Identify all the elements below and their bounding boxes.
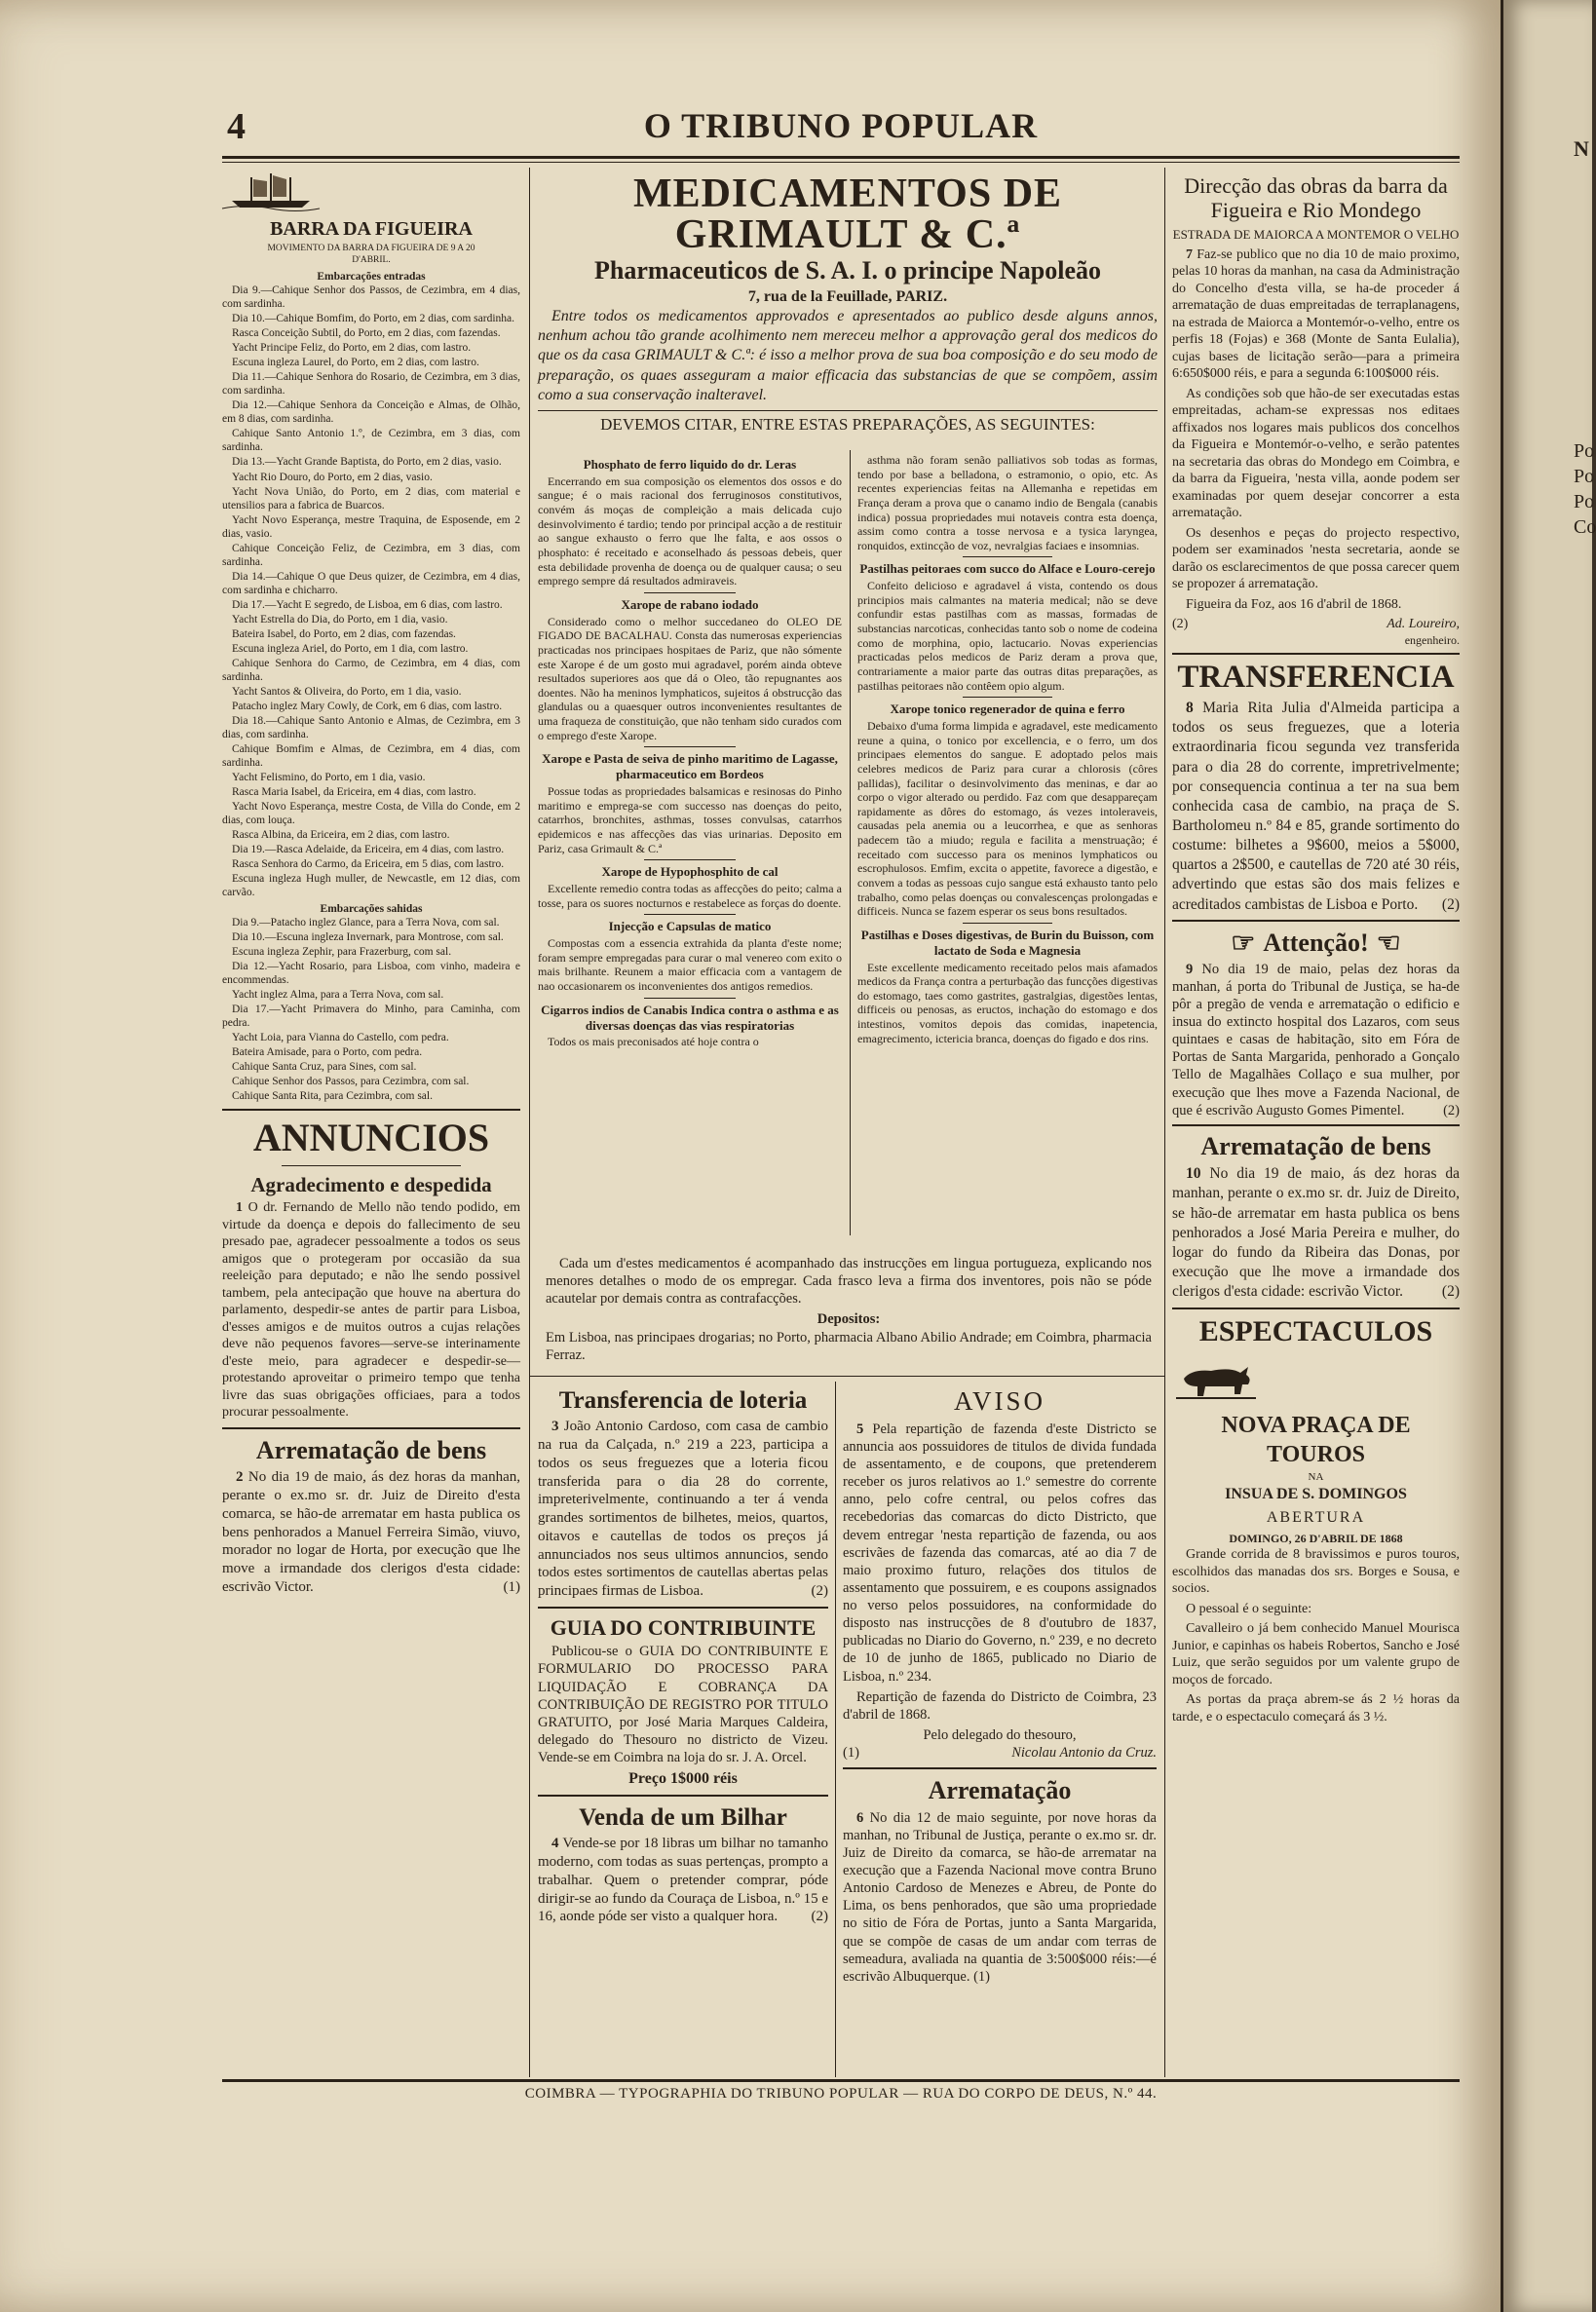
direccao-text2: As condições sob que hão-de ser executadas estas empreitadas, acham-se expressas nos editaes affixados nos logares mais publicos dos concelhos da Figueira e Montemór-o-velho, e serão patentes na secretaria das obras do Mondego em Coimbra, e da barra da Figueira, 'nesta villa, aonde podem ser examinadas por quem desejar concorrer a esta arrematação. [1172,386,1460,521]
arrematacao-text [222,1468,520,1596]
direccao-signer: Ad. Loureiro, [1387,617,1460,632]
depositos-label: Depositos: [817,1311,881,1328]
newspaper-title: O TRIBUNO POPULAR [643,106,1039,145]
sahidas-list [222,916,520,1103]
entrada-item: Yacht Novo Esperança, mestre Traquina, de Esposende, em 2 dias, vasio. [222,513,520,540]
notice-number: 5 [856,1421,864,1437]
notice-tag: (2) [1443,1102,1460,1118]
direccao-signature [1172,616,1460,633]
entrada-item: Yacht Santos & Oliveira, do Porto, em 1 dia, vasio. [232,685,462,698]
arrematacao-body: No dia 19 de maio, ás dez horas da manhan, perante o ex.mo sr. dr. Juiz de Direito d'esta comarca, se hão-de arrematar em hasta publica os bens penhorados a Manuel Ferreira Simão, viuvo, morador no logar de Horta, por execução que lhe move a irmandade dos clerigos d'esta cidade: escrivão Victor. [222,1469,520,1595]
notice-number: 2 [236,1469,244,1486]
entrada-item: Yacht Novo Esperança, mestre Costa, de Villa do Conde, em 2 dias, com louça. [222,800,520,826]
preparation-title: Injecção e Capsulas de matico [608,919,772,934]
direccao-text [1172,246,1460,383]
grimault-title: MEDICAMENTOS DE GRIMAULT & C.ª [632,171,1063,257]
arrematacao10-text [1172,1164,1460,1302]
entrada-item: Escuna ingleza Ariel, do Porto, em 1 dia, com lastro. [232,642,469,655]
separator [282,1165,461,1166]
entrada-item: Cahique Santo Antonio 1.º, de Cezimbra, em 3 dias, com sardinha. [222,428,520,454]
imprint-footer: COIMBRA — TYPOGRAPHIA DO TRIBUNO POPULAR — RUA DO CORPO DE DEUS, N.º 44. [524,2086,1158,2102]
entradas-heading: Embarcações entradas [317,271,426,284]
separator [644,859,736,860]
direccao-body: Faz-se publico que no dia 10 de maio proximo, pelas 10 horas da manhan, na casa da Administração do Concelho d'esta villa, se ha-de proceder á arrematação de duas empreitadas de terraplanagens, na estrada de Maiorca a Montemór-o-velho, entre os perfis 18 (Fojas) e 368 (Monte de Santa Eulalia), cujas bases de licitação serão—para a primeira 6:650$000 réis, e para a segunda 6:100$000 réis. [1172,246,1461,382]
entrada-item: Yacht Nova União, do Porto, em 2 dias, com material e utensilios para a fabrica de Buarcos. [222,485,520,512]
aviso-title: AVISO [953,1386,1046,1416]
next-page-edge [1501,0,1596,2312]
pointing-hand-right-icon: ☞ [1231,928,1256,959]
separator [644,592,736,593]
next-page-edge-line: Po [1574,466,1595,487]
entrada-item: Patacho inglez Mary Cowly, de Cork, em 6 dias, com lastro. [232,700,503,712]
guia-price: Preço 1$000 réis [628,1770,738,1788]
sahida-item: Yacht inglez Alma, para a Terra Nova, com sal. [232,989,444,1002]
entrada-item: Rasca Conceição Subtil, do Porto, em 2 dias, com fazendas. [232,327,501,340]
preparation-title: Cigarros indios de Canabis Indica contra o asthma e as diversas doenças das vias respiratorias [541,1002,839,1033]
entrada-item: Cahique Bomfim e Almas, de Cezimbra, em 4 dias, com sardinha. [222,742,520,769]
guia-title: GUIA DO CONTRIBUINTE [550,1614,817,1640]
ship-icon [222,171,320,210]
entrada-item: Cahique Senhora do Carmo, de Cezimbra, em 4 dias, com sardinha. [222,657,520,683]
direccao-role: engenheiro. [1404,632,1460,647]
notice-number: 7 [1186,246,1193,262]
preparation-title: Phosphato de ferro liquido do dr. Leras [583,457,797,472]
guia-text: Publicou-se o GUIA DO CONTRIBUINTE E FORMULARIO DO PROCESSO PARA LIQUIDAÇÃO E COBRANÇA DA CONTRIBUIÇÃO DE REGISTRO POR TITULO GRATUITO, por José Maria Marques Caldeira, delegado do Thesouro no districto de Vizeu. Vende-se em Coimbra na loja do sr. J. A. Orcel. [538,1644,828,1765]
separator [963,697,1052,698]
preparation-title: Xarope de rabano iodado [621,596,759,612]
grimault-intro: Entre todos os medicamentos approvados e apresentados ao publico desde alguns annos, nenhum achou tão grande acolhimento nem mereceu melhor a approvação geral dos medicos do que os da casa GRIMAULT & C.ª: é isso a melhor prova de sua boa composição e do seu modo de preparação, os quaes asseguram a maior efficacia das substancias de que se compõem, assim como a sua conservação inalteravel. [538,307,1158,404]
entrada-item: Dia 9.—Cahique Senhor dos Passos, de Cezimbra, em 4 dias, com sardinha. [222,284,520,311]
preparation-text: Possue todas as propriedades balsamicas e resinosas do Pinho maritimo e emprega-se com successo nas doenças do peito, catarrhos, bronchites, asthmas, tosses convulsas, catarrhos epidemicos e nas affecções das vias urinarias. Deposito em Pariz, casa Grimault & C.ª [538,784,842,855]
entrada-item: Dia 14.—Cahique O que Deus quizer, de Cezimbra, em 4 dias, com sardinha e chicharro. [222,570,520,596]
entrada-item: Yacht Felismino, do Porto, em 1 dia, vasio. [232,771,426,783]
entradas-list [222,284,520,899]
sahida-item: Escuna ingleza Zephir, para Frazerburg, com sal. [232,946,452,959]
next-page-edge-line: Po [1574,440,1595,462]
arrematacao10-title: Arrematação de bens [1200,1131,1431,1160]
arrematacao6-title: Arrematação [928,1776,1072,1805]
notice-tag: (2) [1441,1283,1460,1301]
sahida-item: Cahique Santa Rita, para Cezimbra, com sal. [232,1090,433,1103]
loteria-text [538,1418,828,1601]
section-rule [843,1767,1157,1769]
entrada-item: Rasca Albina, da Ericeira, em 2 dias, com lastro. [232,828,450,841]
sahida-item: Dia 9.—Patacho inglez Glance, para a Terra Nova, com sal. [232,916,500,929]
separator [963,556,1052,557]
masthead-rule-thin [222,162,1460,163]
separator [963,923,1052,924]
sahida-item: Bateira Amisade, para o Porto, com pedra. [232,1046,423,1059]
notice-number: 8 [1186,700,1194,717]
notice-tag: (1) [843,1745,859,1761]
aviso-signer-line: Pelo delegado do thesouro, [923,1726,1077,1743]
preparation-title: Pastilhas peitoraes com succo do Alface e Louro-cerejo [859,561,1156,577]
next-page-edge-lines [1574,438,1596,540]
masthead-rule [222,156,1460,159]
entrada-item: Dia 18.—Cahique Santo Antonio e Almas, de Cezimbra, em 3 dias, com sardinha. [222,714,520,740]
notice-tag: (2) [1172,617,1189,632]
bilhar-body: Vende-se por 18 libras um bilhar no tamanho moderno, com todas as suas pertenças, prompto a trabalhar. Quem o pretender comprar, póde dirigir-se ao fundo da Couraça de Lisboa, n.º 15 e 16, aonde póde ser visto a qualquer hora. [538,1836,829,1925]
bull-icon [1172,1355,1260,1400]
aviso-body: Pela repartição de fazenda d'este Districto se annuncia aos possuidores de titulos de divida fundada de assentamento, e de coupons, que pretenderem receber os juros relativos ao 1.º semestre do corrente anno, pelo cofre central, ou pelos cofres das recebedorias das comarcas do dicto Districto, que devem entregar 'nesta repartição de fazenda, ou aos escrivães de fazenda das comarcas, até ao dia 7 de maio proximo futuro, relações dos titulos de assentamento que possuirem, e es coupons assignados no verso pelos possuidores, na conformidade do disposto nas instrucções de 8 d'outubro de 1837, publicadas no Diario do Governo, n.º 239, e no decreto de 10 de junho de 1865, publicado no Diario de Lisboa, n.º 234. [843,1421,1157,1685]
grimault-subtitle: Pharmaceuticos de S. A. I. o principe Napoleão [594,256,1101,284]
aviso-text [843,1421,1157,1686]
praca-na: NA [1308,1471,1324,1484]
entrada-item: Dia 17.—Yacht E segredo, de Lisboa, em 6 dias, com lastro. [232,598,503,611]
preparation-text: Todos os mais preconisados até hoje contra o [548,1035,759,1049]
entrada-item: Yacht Rio Douro, do Porto, em 2 dias, vasio. [232,471,433,483]
grimault-ad [538,173,1158,435]
pointing-hand-left-icon: ☜ [1376,928,1401,959]
agradecimento-body: O dr. Fernando de Mello não tendo podido, em virtude da doença e depois do fallecimento de seu presado pae, agradecer pessoalmente a todos os seus amigos que o protegeram por occasião da sua reeleição para deputado; e não lhe sendo possivel tambem, pela antecipação que houve na abertura do parlamento, despedir-se antes de partir para Lisboa, d'esses amigos e de muitos outros a cujas relações deve não pequenos favores—serve-se interinamente d'este meio, para agradecer e despedir-se— protestando aproveitar o primeiro tempo que tenha livre das suas obrigações officiaes, para a todos procurar pessoalmente. [222,1200,521,1421]
bilhar-text [538,1835,828,1926]
preparation-text: Debaixo d'uma forma limpida e agradavel, este medicamento reune a quina, o tonico por excellencia, e o ferro, um dos principaes elementos do sangue. E adoptado pelos mais celebres medicos de Pariz para curar a chlorosis (côres pallidas), facilitar o desinvolvimento das meninas, e dar ao corpo o vigor alterado ou perdido. Faz com que desappareçam rapidamente as dôres do estomago, ás vezes intoleraveis, causadas pela anemia ou a leucorrhea, e que as senhoras padecem tão a miudo; regula e facilita a menstruação; é receitado com successo para os meninos lymphaticos ou escrophulosos. Emfim, excita o appetite, favorece a digestão, e convem a todas as pessoas cujo sangue está exhausto tanto pelo trabalho, como pelas doenças ou convalescenças prolongadas e difficeis. Nunca se fazem esperar os seus bons resultados. [857,719,1158,919]
grimault-heading: DEVEMOS CITAR, ENTRE ESTAS PREPARAÇÕES, AS SEGUINTES: [538,410,1158,435]
direccao-text3: Os desenhos e peças do projecto respectivo, podem ser examinados 'nesta secretaria, aonde se darão os esclarecimentos de que possa carecer quem se propozer á arrematação. [1172,525,1460,592]
section-rule [222,1427,520,1429]
entrada-item: Dia 12.—Cahique Senhora da Conceição e Almas, de Olhão, em 8 dias, com sardinha. [222,399,520,426]
barra-subtitle: MOVIMENTO DA BARRA DA FIGUEIRA DE 9 A 20 D'ABRIL. [267,244,475,265]
agradecimento-title: Agradecimento e despedida [250,1173,492,1197]
column-loteria [538,1383,828,1929]
praca-title: NOVA PRAÇA DE TOUROS [1221,1413,1411,1468]
notice-tag: (1) [503,1578,520,1595]
praca-text3: Cavalleiro o já bem conhecido Manuel Mourisca Junior, e capinhas os habeis Robertos, Sancho e José Luiz, que serão seguidos por um valente grupo de moços de forcado. [1172,1621,1460,1687]
grimault-inner-divider [850,450,851,1235]
preparation-title: Xarope de Hypophosphito de cal [601,864,779,880]
column-divider [529,168,530,2077]
notice-tag: (2) [811,1909,828,1925]
arrematacao10-body: No dia 19 de maio, ás dez horas da manhan, perante o ex.mo sr. dr. Juiz de Direito, se hão-de arrematar em hasta publica os bens penhorados a José Maria Pereira e mulher, do logar do fundo da Ribeira das Donas, por execução que lhe move a irmandade dos clerigos d'esta cidade: escrivão Victor. [1172,1165,1460,1301]
praca-abertura: ABERTURA [1266,1509,1366,1527]
notice-number: 6 [856,1809,864,1826]
sahida-item: Cahique Senhor dos Passos, para Cezimbra, com sal. [232,1076,470,1088]
grimault-footer [546,1255,1152,1367]
notice-number: 1 [236,1200,243,1216]
grimault-left-column [538,453,842,1053]
preparation-text: asthma não foram senão palliativos sob todas as formas, tendo por base a belladona, o estramonio, o opio, etc. As recentes experiencias feitas na Allemanha e repetidas em França deram a prova que o canamo indio de Bengala (canabis indica) possua propriedades mui notaveis contra esta doença, assim como contra a tosse nervosa e a tysica laryngea, ronquidos, extincção de voz, nevralgias faciaes e insomnias. [857,453,1158,552]
arrematacao6-body: No dia 12 de maio seguinte, por nove horas da manhan, no Tribunal de Justiça, perante o ex.mo sr. dr. Juiz de Direito da comarca, se hão-de arrematar na execução que a Fazenda Nacional move contra Bruno Antonio Cardoso de Menezes e Abreu, de Ponte do Lima, os bens penhorados, que são uma propriedade no sitio de Fóra de Portas, junto a Santa Margarida, que se compõe de casas de um andar com terras de semeadura, avaliada na quantia de 3:500$000 réis:—é escrivão Albuquerque. [843,1809,1157,1985]
next-page-edge-line: Co [1574,516,1596,538]
praca-date: DOMINGO, 26 D'ABRIL DE 1868 [1229,1532,1403,1546]
section-rule [1172,653,1460,655]
sahida-item: Cahique Santa Cruz, para Sines, com sal. [232,1061,417,1074]
sahida-item: Yacht Loia, para Vianna do Castello, com pedra. [232,1032,449,1044]
transferencia-title: TRANSFERENCIA [1177,659,1455,695]
transferencia-text [1172,699,1460,915]
preparation-text: Este excellente medicamento receitado pelos mais afamados medicos da França contra a perturbação das funcções digestivas do estomago, taes como gastrites, gastralgias, digestões lentas, difficeis ou penosas, as eructos, inchação do estomago e dos intestinos, vomitos depois das comidas, inapetencia, emagrecimento, ictericia branca, doenças do figado e dos rins. [857,960,1158,1045]
separator [644,998,736,999]
column-divider [1164,168,1165,2077]
notice-number: 9 [1186,961,1194,977]
notice-tag: (2) [811,1583,828,1599]
entrada-item: Rasca Maria Isabel, da Ericeira, em 4 dias, com lastro. [232,785,476,798]
direccao-title: Direcção das obras da barra da Figueira e Rio Mondego [1184,173,1448,223]
entrada-item: Escuna ingleza Laurel, do Porto, em 2 dias, com lastro. [232,357,479,369]
preparation-text: Excellente remedio contra todas as affecções do peito; calma a tosse, para os suores nocturnos e restabelece as forças do doente. [538,882,842,910]
arrematacao-title: Arrematação de bens [255,1435,487,1464]
preparation-text: Considerado como o melhor succedaneo do OLEO DE FIGADO DE BACALHAU. Consta das numerosas experiencias practicadas nos principaes hospitaes de Pariz, que não sómente este Xarope é de um gosto mui agradavel, porém ainda obteve resultados superiores aos que dá o Oleo, tão repugnantes aos doentes. Não ha meninos lymphaticos, sujeitos á obstrucção das glandulas ou a quaesquer outros inconvenientes resultantes de uma fraqueza de constituição, que não tenham sido curados com o emprego d'este Xarope. [538,614,842,742]
loteria-body: João Antonio Cardoso, com casa de cambio na rua da Calçada, n.º 219 a 223, participa a todos os seus freguezes que a loteria ficou transferida para o dia 28 do corrente, impreterivelmente, continuando a ter á venda grandes sortimentos de bilhetes, meios, quartos, oitavos e cautellas de todos os preços já annunciados nos seus ultimos annuncios, sendo todos estes sortimentos de cautellas abertas pelas principaes firmas de Lisboa. [538,1419,828,1599]
agradecimento-text [222,1199,520,1421]
notice-tag: (2) [1441,895,1460,913]
preparation-title: Xarope e Pasta de seiva de pinho maritimo de Lagasse, pharmaceutico em Bordeos [542,751,838,782]
entrada-item: Rasca Senhora do Carmo, da Ericeira, em 5 dias, com lastro. [232,857,505,870]
barra-title: BARRA DA FIGUEIRA [270,218,473,241]
direccao-date: Figueira da Foz, aos 16 d'abril de 1868. [1186,596,1402,612]
sahida-item: Dia 10.—Escuna ingleza Invernark, para Montrose, com sal. [232,931,504,943]
preparation-title: Xarope tonico regenerador de quina e ferro [890,701,1125,717]
entrada-item: Dia 19.—Rasca Adelaide, da Ericeira, em 4 dias, com lastro. [232,843,505,855]
notice-number: 10 [1186,1165,1201,1183]
sahida-item: Dia 17.—Yacht Primavera do Minho, para Caminha, com pedra. [222,1004,520,1030]
column-barra [222,171,520,1600]
section-rule [538,1607,828,1609]
entrada-item: Dia 10.—Cahique Bomfim, do Porto, em 2 dias, com sardinha. [232,313,515,325]
entrada-item: Bateira Isabel, do Porto, em 2 dias, com fazendas. [232,627,456,640]
page-number: 4 [227,106,246,147]
entrada-item: Dia 11.—Cahique Senhora do Rosario, de Cezimbra, em 3 dias, com sardinha. [222,371,520,398]
transferencia-body: Maria Rita Julia d'Almeida participa a todos os seus freguezes, que a loteria extraordinaria ficou segunda vez transferida para o dia 28 do corrente, impretrivelmente; por consequencia continua a ter na sua bem conhecida casa de cambio, na praça de S. Bartholomeu n.º 84 e 85, grande sortimento do costume: bilhetes a 9$600, meios a 5$000, quartos a 2$500, e cautellas de 720 até 30 réis, advertindo que estas são dos mais felizes e acreditados cambistas de Lisboa e Porto. [1172,700,1460,913]
grimault-closing: Cada um d'estes medicamentos é acompanhado das instrucções em lingua portugueza, explicando nos menores detalhes o modo de os empregar. Cada frasco leva a firma dos inventores, pois não se póde acautelar por demais contra as contrafacções. [546,1256,1152,1308]
column-aviso [843,1383,1157,1989]
direccao-subtitle: ESTRADA DE MAIORCA A MONTEMOR O VELHO [1172,226,1460,242]
aviso-signoff: Repartição de fazenda do Districto de Coimbra, 23 d'abril de 1868. [843,1688,1157,1723]
separator [644,914,736,915]
preparation-title: Pastilhas e Doses digestivas, de Burin du Buisson, com lactato de Soda e Magnesia [860,927,1155,958]
section-rule [529,1376,1164,1377]
masthead [222,105,1460,152]
espectaculos-title: ESPECTACULOS [1198,1315,1433,1348]
entrada-item: Yacht Estrella do Dia, do Porto, em 1 dia, vasio. [232,613,448,625]
preparation-text: Confeito delicioso e agradavel á vista, contendo os dous principios mais calmantes na materia medical; não se deve confundir estas pastilhas com as massas, formadas de substancias narcoticas, conhecidas tanto sob o nome de codeina como de morphina, opio, lactucario. Novas experiencias practicadas pelos medicos de Pariz deram a prova que, contrariamente a maior parte das outras ditas preparações, as pastilhas peitoraes não contêem opio algum. [857,579,1158,693]
footer-rule [222,2079,1460,2082]
notice-number: 3 [551,1419,559,1435]
praca-text4: As portas da praça abrem-se ás 2 ½ horas da tarde, e o espectaculo começará ás 3 ½. [1172,1692,1460,1725]
section-rule [1172,920,1460,922]
loteria-title: Transferencia de loteria [558,1387,808,1414]
sahidas-heading: Embarcações sahidas [320,902,423,915]
section-rule [1172,1308,1460,1309]
section-rule [1172,1124,1460,1126]
column-divider [835,1382,836,2077]
attencao-body: No dia 19 de maio, pelas dez horas da manhan, á porta do Tribunal de Justiça, se ha-de pôr a pregão de venda e arrematação o edificio e insua do extincto hospital dos Lazaros, com seus quintaes e casas de habitação, sito em Fóra de Portas de Santa Margarida, penhorado a Gonçalo Tello de Magalhães Collaço e sua mulher, por execução que lhes move a Fazenda Nacional, de que é escrivão Augusto Gomes Pimentel. [1172,961,1461,1118]
entrada-item: Yacht Principe Feliz, do Porto, em 2 dias, com lastro. [232,342,472,355]
attencao-title: Attenção! [1263,928,1369,957]
attencao-text [1172,961,1460,1119]
sahida-item: Dia 12.—Yacht Rosario, para Lisboa, com vinho, madeira e encommendas. [222,961,520,987]
section-rule [538,1795,828,1797]
bilhar-title: Venda de um Bilhar [579,1804,787,1832]
entrada-item: Escuna ingleza Hugh muller, de Newcastle, em 12 dias, com carvão. [222,872,520,898]
notice-number: 4 [551,1836,559,1852]
entrada-item: Cahique Conceição Feliz, de Cezimbra, em 3 dias, com sardinha. [222,542,520,568]
praca-insua: INSUA DE S. DOMINGOS [1225,1486,1407,1503]
praca-text2: O pessoal é o seguinte: [1186,1601,1312,1616]
entrada-item: Dia 13.—Yacht Grande Baptista, do Porto, em 2 dias, vasio. [232,456,502,469]
grimault-right-column [857,453,1158,1049]
annuncios-title: ANNUNCIOS [252,1116,490,1160]
notice-tag: (1) [973,1968,991,1985]
arrematacao6-text [843,1809,1157,1986]
preparation-text: Compostas com a essencia extrahida da planta d'este nome; foram sempre empregadas para curar o mal venereo com exito o mais brilhante. Reunem a maior efficacia com a vantagem de nao occasionarem os inconvenientes dos antigos remedios. [538,936,842,994]
column-right [1172,171,1460,1728]
next-page-fragment: N [1574,136,1589,161]
aviso-signature [843,1744,1157,1762]
preparation-text: Encerrando em sua composição os elementos dos ossos e do sangue; é o mais racional dos ferruginosos constitutivos, convém ás moças de compleição a mais delicada cujo desinvolvimento é tardio; tendo por principal acção a de restituir ao sangue exhausto o ferro que lhe falta, e aos ossos o phosphato: é receitado e aconselhado ás pessoas debeis, quer esta debilidade provenha de doença ou de qualquer causa; o seu emprego sempre dá resultados admiraveis. [538,474,842,588]
grimault-address: 7, rua de la Feuillade, PARIZ. [747,287,948,305]
next-page-edge-line: Po [1574,491,1595,512]
praca-text1: Grande corrida de 8 bravissimos e puros touros, escolhidos das manadas dos srs. Borges e Sousa, e socios. [1172,1547,1460,1597]
section-rule [222,1109,520,1111]
separator [644,746,736,747]
depositos-text: Em Lisboa, nas principaes drogarias; no Porto, pharmacia Albano Abilio Andrade; em Coimbra, pharmacia Ferraz. [546,1329,1152,1363]
attencao-heading [1172,927,1460,961]
aviso-signer: Nicolau Antonio da Cruz. [1011,1745,1157,1761]
